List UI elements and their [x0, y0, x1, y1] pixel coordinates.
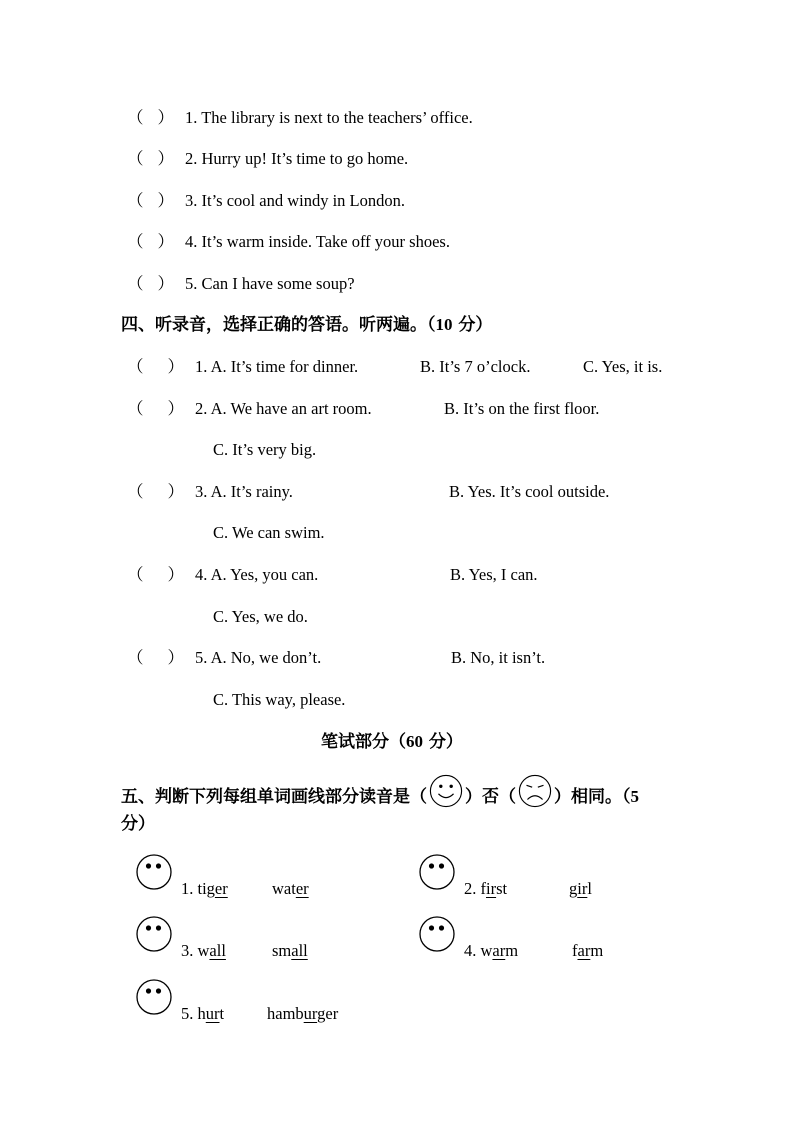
- blank-face-icon[interactable]: [136, 916, 172, 952]
- answer-bracket[interactable]: （ ）: [127, 357, 184, 376]
- section5-title-cont: 分）: [121, 814, 155, 834]
- option-c: C. We can swim.: [213, 523, 325, 542]
- word-pair-item: 1. tiger: [181, 879, 228, 898]
- question-stem: 5. A. No, we don’t.: [195, 648, 322, 667]
- option-b: B. Yes, I can.: [450, 565, 538, 584]
- list-item: 3. It’s cool and windy in London.: [185, 191, 405, 210]
- answer-bracket[interactable]: （ ）: [127, 482, 184, 501]
- list-item: 4. It’s warm inside. Take off your shoes.: [185, 232, 450, 251]
- written-part-title: 笔试部分（60 分）: [321, 732, 463, 752]
- word-pair-item: 5. hurt: [181, 1004, 225, 1023]
- option-c: C. Yes, we do.: [213, 607, 308, 626]
- answer-bracket[interactable]: （ ）: [127, 565, 184, 584]
- option-c: C. This way, please.: [213, 690, 346, 709]
- sad-face-icon: [518, 774, 552, 808]
- smile-face-icon: [429, 774, 463, 808]
- word-pair-item: 2. first: [464, 879, 508, 898]
- answer-bracket[interactable]: （ ）: [127, 108, 174, 127]
- blank-face-icon[interactable]: [419, 916, 455, 952]
- word-pair-item: 3. wall: [181, 941, 226, 960]
- blank-face-icon[interactable]: [136, 854, 172, 890]
- question-stem: 3. A. It’s rainy.: [195, 482, 293, 501]
- word-pair-item: water: [272, 879, 309, 898]
- section5-title: 五、判断下列每组单词画线部分读音是（ ）否（ ）相同。（5: [121, 780, 639, 814]
- answer-bracket[interactable]: （ ）: [127, 232, 174, 251]
- word-pair-item: girl: [569, 879, 592, 898]
- option-b: B. Yes. It’s cool outside.: [449, 482, 610, 501]
- option-b: B. It’s on the first floor.: [444, 399, 600, 418]
- word-pair-item: small: [272, 941, 308, 960]
- option-b: B. It’s 7 o’clock.: [420, 357, 531, 376]
- answer-bracket[interactable]: （ ）: [127, 274, 174, 293]
- blank-face-icon[interactable]: [136, 979, 172, 1015]
- question-stem: 2. A. We have an art room.: [195, 399, 372, 418]
- option-b: B. No, it isn’t.: [451, 648, 546, 667]
- list-item: 2. Hurry up! It’s time to go home.: [185, 149, 409, 168]
- blank-face-icon[interactable]: [419, 854, 455, 890]
- answer-bracket[interactable]: （ ）: [127, 191, 174, 210]
- word-pair-item: hamburger: [267, 1004, 339, 1023]
- option-c: C. Yes, it is.: [583, 357, 663, 376]
- answer-bracket[interactable]: （ ）: [127, 648, 184, 667]
- section4-title: 四、听录音，选择正确的答语。听两遍。（10 分）: [121, 315, 493, 335]
- word-pair-item: 4. warm: [464, 941, 519, 960]
- word-pair-item: farm: [572, 941, 604, 960]
- option-c: C. It’s very big.: [213, 440, 317, 459]
- list-item: 1. The library is next to the teachers’ office.: [185, 108, 473, 127]
- answer-bracket[interactable]: （ ）: [127, 149, 174, 168]
- list-item: 5. Can I have some soup?: [185, 274, 355, 293]
- question-stem: 1. A. It’s time for dinner.: [195, 357, 359, 376]
- answer-bracket[interactable]: （ ）: [127, 399, 184, 418]
- question-stem: 4. A. Yes, you can.: [195, 565, 319, 584]
